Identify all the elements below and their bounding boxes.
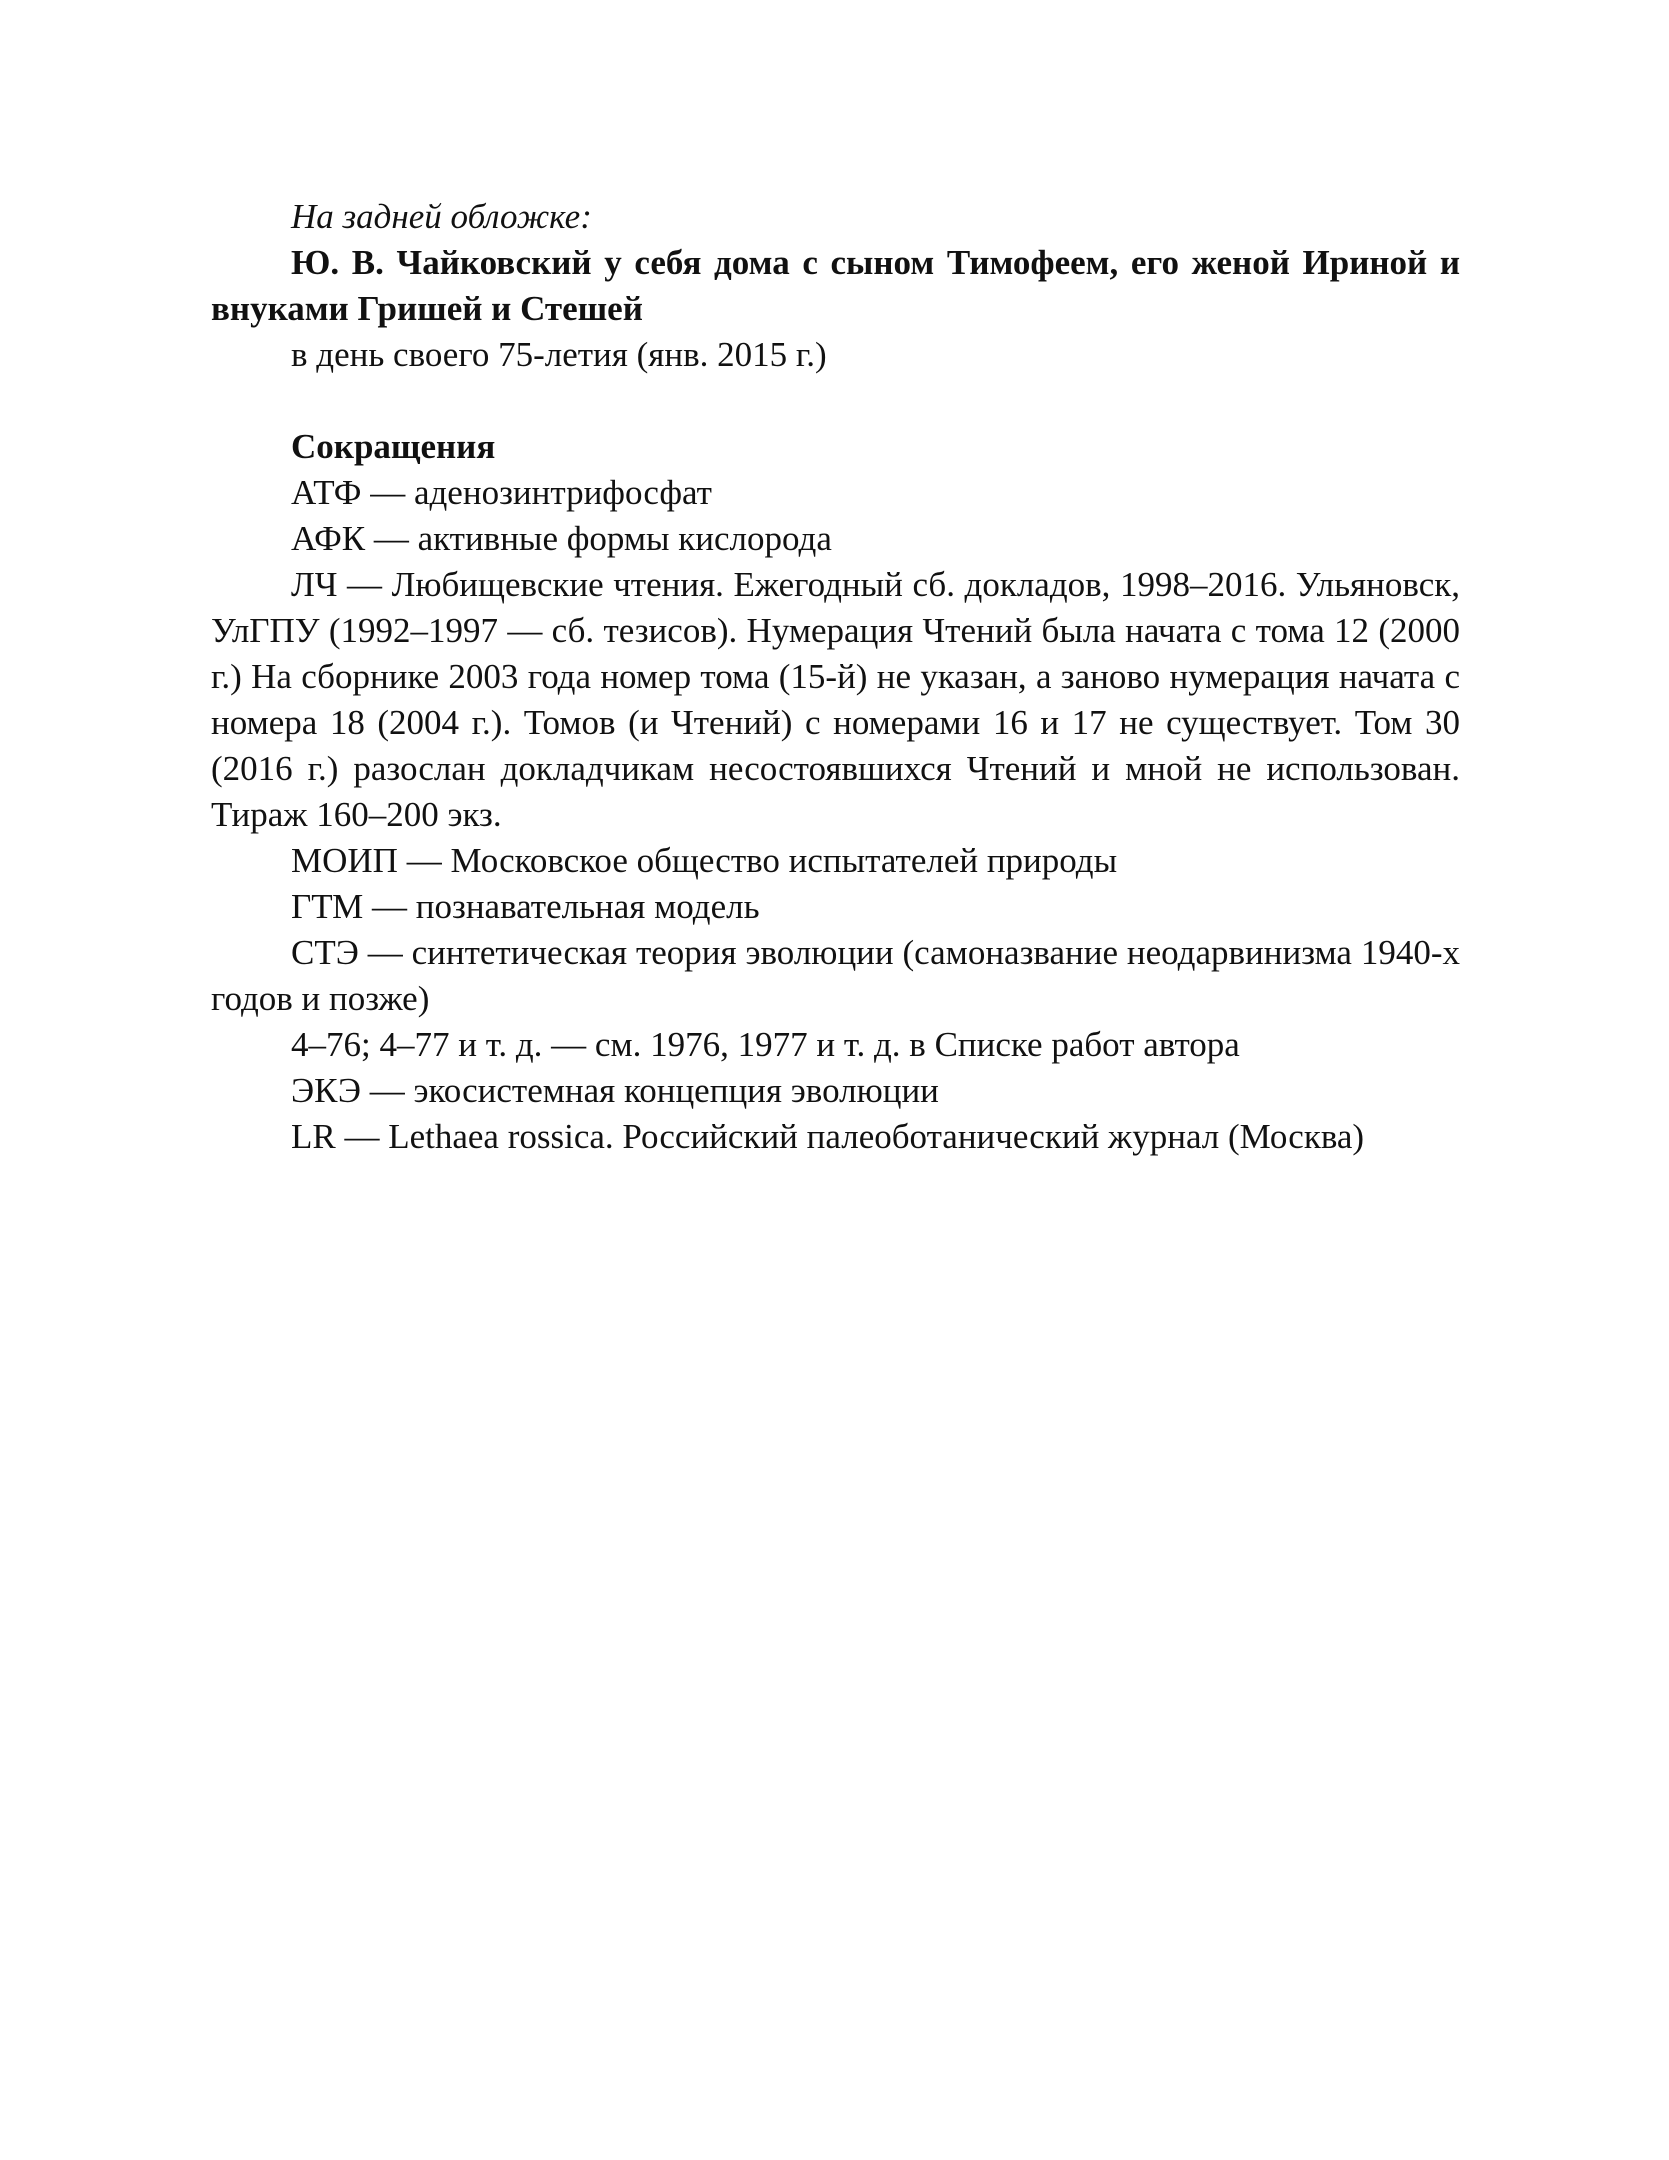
abbreviation-item: ЭКЭ — экосистемная концепция эволюции <box>291 1071 939 1110</box>
abbreviation-item: ЛЧ — Любищевские чтения. Ежегодный сб. докладов, 1998–2016. Ульяновск, УлГПУ (1992–1997 — сб. тезисов). Нумерация Чтений была начата с тома 12 (2000 г.) На сборнике 2003 года номер тома (15-й) не указан, а заново нумерация начата с номера 18 (2004 г.). Томов (и Чтений) с номерами 16 и 17 не существует. Том 30 (2016 г.) разослан докладчикам несостоявшихся Чтений и мной не использован. Тираж 160–200 экз. <box>211 565 1460 834</box>
back-cover-subtitle: в день своего 75-летия (янв. 2015 г.) <box>291 335 827 374</box>
section-spacer <box>211 378 1460 424</box>
back-cover-title: Ю. В. Чайковский у себя дома с сыном Тимофеем, его женой Ириной и внуками Гришей и Стешей <box>211 243 1460 328</box>
abbreviation-item: 4–76; 4–77 и т. д. — см. 1976, 1977 и т. д. в Списке работ автора <box>291 1025 1240 1064</box>
abbreviations-heading: Сокращения <box>291 427 496 466</box>
document-page <box>211 194 1460 1160</box>
abbreviation-item: АФК — активные формы кислорода <box>291 519 832 558</box>
abbreviation-item: LR — Lethaea rossica. Российский палеоботанический журнал (Москва) <box>291 1117 1365 1156</box>
abbreviation-item: СТЭ — синтетическая теория эволюции (самоназвание неодарвинизма 1940-х годов и позже) <box>211 933 1460 1018</box>
back-cover-label: На задней обложке: <box>291 197 592 236</box>
abbreviation-item: ГТМ — познавательная модель <box>291 887 760 926</box>
abbreviation-item: АТФ — аденозинтрифосфат <box>291 473 712 512</box>
abbreviation-item: МОИП — Московское общество испытателей природы <box>291 841 1118 880</box>
